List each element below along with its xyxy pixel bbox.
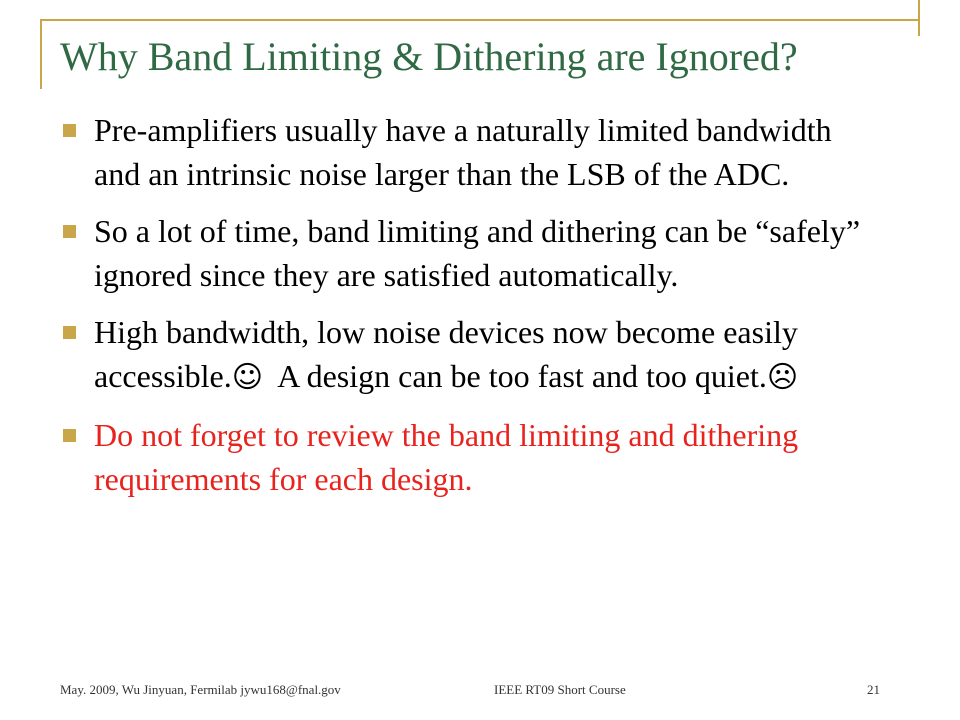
- square-bullet-icon: [63, 124, 76, 137]
- slide-title: Why Band Limiting & Dithering are Ignored?: [60, 34, 798, 79]
- page-number: 21: [867, 682, 880, 697]
- bullet-list: [60, 108, 880, 514]
- frame-left-line: [40, 19, 42, 89]
- bullet-text: High bandwidth, low noise devices now become easily accessible.: [94, 314, 798, 394]
- bullet-item: [60, 209, 880, 297]
- bullet-text: So a lot of time, band limiting and dithering can be “safely” ignored since they are satisfied automatically.: [94, 213, 861, 293]
- frowning-face-icon: ☹: [766, 360, 799, 395]
- bullet-text: Pre-amplifiers usually have a naturally limited bandwidth and an intrinsic noise larger than the LSB of the ADC.: [94, 112, 832, 192]
- bullet-item: [60, 310, 880, 400]
- square-bullet-icon: [63, 429, 76, 442]
- bullet-item: [60, 108, 880, 196]
- footer-course: IEEE RT09 Short Course: [494, 682, 626, 697]
- bullet-item-highlighted: [60, 413, 880, 501]
- bullet-text: A design can be too fast and too quiet.: [262, 358, 767, 394]
- footer-author: May. 2009, Wu Jinyuan, Fermilab jywu168@fnal.gov: [60, 682, 341, 697]
- footer: [60, 682, 920, 702]
- bullet-text: Do not forget to review the band limiting and dithering requirements for each design.: [94, 417, 799, 497]
- square-bullet-icon: [63, 225, 76, 238]
- smiley-face-icon: ☺: [231, 360, 263, 395]
- frame-right-line: [918, 0, 920, 36]
- square-bullet-icon: [63, 326, 76, 339]
- frame-top-line: [40, 19, 920, 21]
